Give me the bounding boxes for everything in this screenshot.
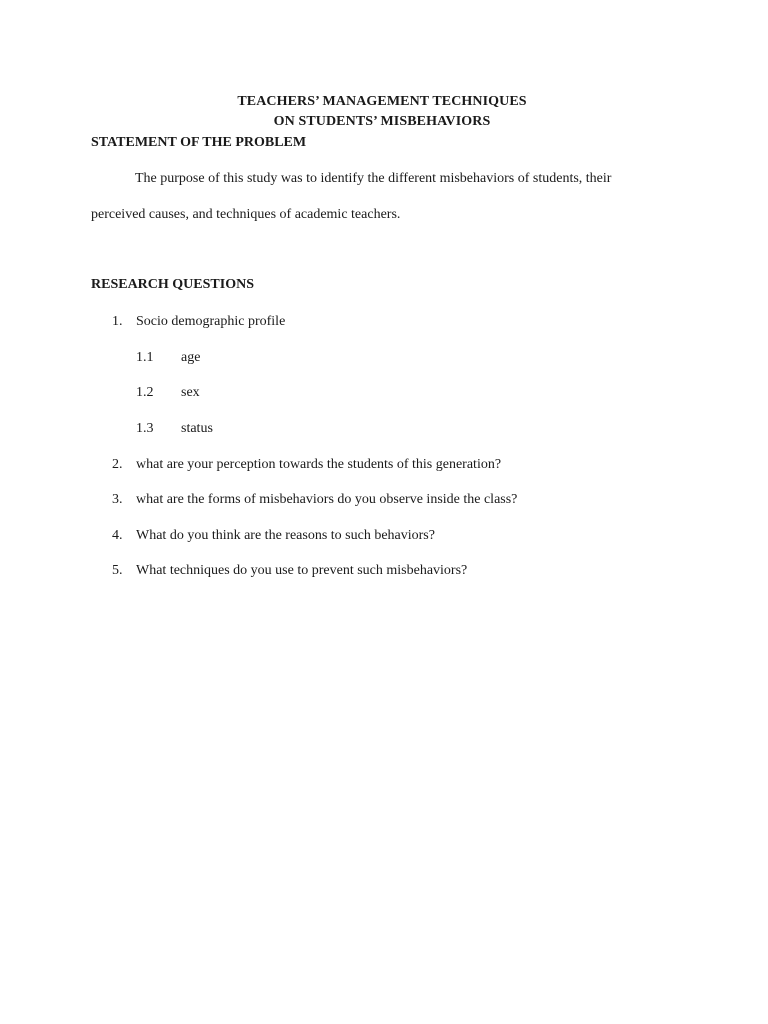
- sub-item-text: sex: [181, 385, 200, 400]
- question-text: What do you think are the reasons to such behaviors?: [136, 528, 435, 543]
- question-text: Socio demographic profile: [136, 314, 286, 329]
- question-text: what are the forms of misbehaviors do you observe inside the class?: [136, 492, 518, 507]
- sub-item-number: 1.1: [136, 350, 154, 365]
- sub-item-number: 1.2: [136, 385, 154, 400]
- document-title-line-1: TEACHERS’ MANAGEMENT TECHNIQUES: [237, 94, 527, 109]
- question-number: 4.: [112, 528, 123, 543]
- statement-paragraph-line-1: The purpose of this study was to identify the different misbehaviors of students, their: [135, 171, 612, 186]
- sub-item-text: status: [181, 421, 213, 436]
- question-number: 1.: [112, 314, 123, 329]
- sub-item-text: age: [181, 350, 201, 365]
- question-text: What techniques do you use to prevent such misbehaviors?: [136, 563, 468, 578]
- statement-heading: STATEMENT OF THE PROBLEM: [91, 135, 307, 150]
- document-title-line-2: ON STUDENTS’ MISBEHAVIORS: [273, 114, 491, 129]
- sub-item-number: 1.3: [136, 421, 154, 436]
- question-number: 3.: [112, 492, 123, 507]
- statement-paragraph-line-2: perceived causes, and techniques of academic teachers.: [91, 207, 401, 222]
- research-questions-heading: RESEARCH QUESTIONS: [91, 277, 254, 292]
- question-number: 5.: [112, 563, 123, 578]
- question-number: 2.: [112, 457, 123, 472]
- question-text: what are your perception towards the students of this generation?: [136, 457, 502, 472]
